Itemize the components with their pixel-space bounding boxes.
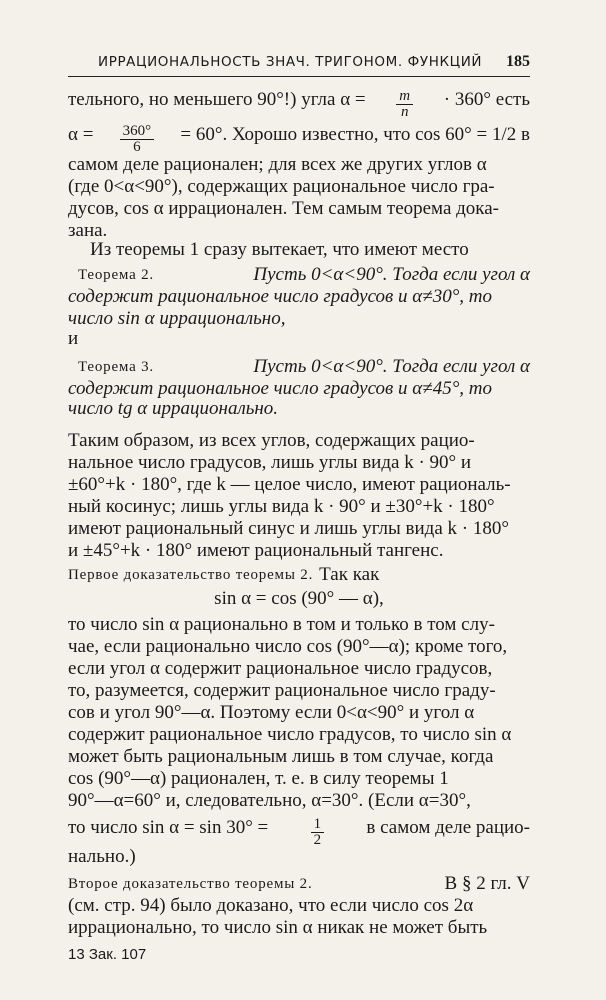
- p1-line-5: дусов, cos α иррационален. Тем самым теорема дока-: [68, 198, 500, 219]
- p1-l1-b: · 360° есть: [443, 89, 530, 110]
- p3-line-5: имеют рациональный синус и лишь углы вида k · 180°: [68, 518, 509, 539]
- proof1-heading-line: [68, 564, 530, 586]
- proof1-line-9: 90°—α=60° и, следовательно, α=30°. (Если α=30°,: [68, 790, 471, 811]
- proof1-heading: Первое доказательство теоремы 2.: [68, 567, 314, 583]
- thm3-label: Теорема 3.: [78, 359, 154, 375]
- thm2-l1: Пусть 0<α<90°. Тогда если угол α: [253, 264, 530, 285]
- p1-line-6: зана.: [68, 220, 108, 241]
- thm2-line-2: содержит рациональное число градусов и α≠30°, то: [68, 286, 493, 307]
- p3-line-6: и ±45°+k · 180° имеют рациональный тангенс.: [68, 540, 444, 561]
- proof1-heading-rest: Так как: [319, 564, 380, 585]
- proof1-line-8: cos (90°—α) рационален, т. е. в силу теоремы 1: [68, 768, 449, 789]
- p1-line-2: [68, 124, 530, 155]
- proof2-line-2: (см. стр. 94) было доказано, что если число cos 2α: [68, 895, 474, 916]
- printer-signature: 13 Зак. 107: [68, 946, 147, 963]
- p3-line-3: ±60°+k · 180°, где k — целое число, имеют рациональ-: [68, 474, 511, 495]
- proof1-line-5: сов и угол 90°—α. Поэтому если 0<α<90° и угол α: [68, 702, 475, 723]
- proof1-line-7: может быть рациональным лишь в том случае, когда: [68, 746, 494, 767]
- thm3-line-2: содержит рациональное число градусов и α≠45°, то: [68, 378, 493, 399]
- page-number: 185: [506, 53, 530, 70]
- proof1-l10-b: в самом деле рацио-: [366, 817, 530, 838]
- proof2-line-3: иррационально, то число sin α никак не может быть: [68, 917, 488, 938]
- proof1-line-2: чае, если рационально число cos (90°—α); кроме того,: [68, 636, 508, 657]
- p2-line: Из теоремы 1 сразу вытекает, что имеют место: [90, 239, 469, 260]
- thm2-line-3: число sin α иррационально,: [68, 308, 286, 329]
- fraction-360-over-6: $\frac{360^\circ}{6}$: [120, 124, 155, 155]
- proof1-l10-a: то число sin α = sin 30° =: [68, 817, 269, 838]
- thm3-line-3: число tg α иррационально.: [68, 398, 279, 419]
- p3-line-1: Таким образом, из всех углов, содержащих рацио-: [68, 430, 475, 451]
- fraction-m-over-n: $\frac{m}{n}$: [396, 89, 413, 120]
- thm3-l1: Пусть 0<α<90°. Тогда если угол α: [253, 356, 530, 377]
- p1-l2-b: = 60°. Хорошо известно, что cos 60° = 1/2 в: [180, 124, 530, 145]
- proof2-heading: Второе доказательство теоремы 2.: [68, 876, 313, 892]
- fraction-one-half: $\frac{1}{2}$: [311, 817, 325, 848]
- proof2-l1: В § 2 гл. V: [444, 873, 530, 894]
- running-header: [68, 44, 530, 77]
- thm3-line-1: [68, 356, 530, 378]
- p1-l2-a: α =: [68, 124, 94, 145]
- proof1-line-11: нально.): [68, 846, 136, 867]
- thm2-line-1: [68, 264, 530, 286]
- proof2-heading-line: [68, 873, 530, 895]
- running-title: ИРРАЦИОНАЛЬНОСТЬ ЗНАЧ. ТРИГОНОМ. ФУНКЦИЙ: [98, 54, 483, 70]
- proof1-line-6: содержит рациональное число градусов, то число sin α: [68, 724, 512, 745]
- proof1-formula: sin α = cos (90° — α),: [214, 588, 384, 609]
- p1-line-1: [68, 89, 530, 120]
- proof1-line-1: то число sin α рационально в том и только в том слу-: [68, 614, 495, 635]
- proof1-line-4: то, разумеется, содержит рациональное число граду-: [68, 680, 496, 701]
- p3-line-4: ный косинус; лишь углы вида k · 90° и ±30°+k · 180°: [68, 496, 495, 517]
- thm2-label: Теорема 2.: [78, 267, 154, 283]
- conjunction-and: и: [68, 328, 79, 349]
- p1-line-4: (где 0<α<90°), содержащих рациональное число гра-: [68, 176, 495, 197]
- p3-line-2: нальное число градусов, лишь углы вида k · 90° и: [68, 452, 472, 473]
- p1-l1-a: тельного, но меньшего 90°!) угла α =: [68, 89, 366, 110]
- proof1-line-3: если угол α содержит рациональное число градусов,: [68, 658, 493, 679]
- proof1-line-10: [68, 817, 530, 848]
- p1-line-3: самом деле рационален; для всех же других углов α: [68, 154, 487, 175]
